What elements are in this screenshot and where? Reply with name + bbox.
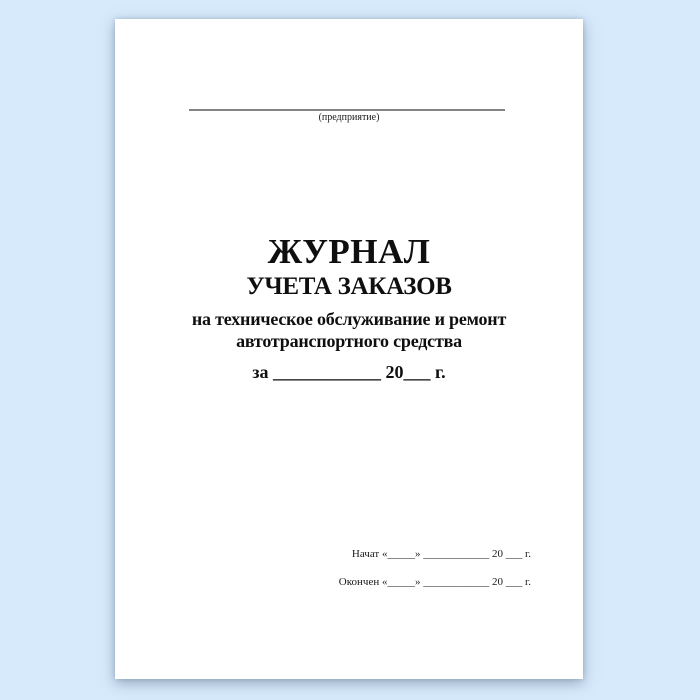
description-line-1: на техническое обслуживание и ремонт [191, 309, 507, 329]
description-line-2: автотранспортного средства [236, 331, 462, 351]
company-caption: (предприятие) [318, 112, 380, 123]
journal-title: ЖУРНАЛ [267, 232, 431, 271]
company-name-blank-line [189, 109, 505, 111]
period-blank-line: за ____________ 20___ г. [252, 362, 446, 382]
journal-subtitle: УЧЕТА ЗАКАЗОВ [246, 273, 452, 300]
started-blank-line: Начат «_____» ____________ 20 ___ г. [351, 548, 531, 560]
finished-blank-line: Окончен «_____» ____________ 20 ___ г. [338, 576, 531, 588]
journal-cover-page [115, 19, 583, 679]
